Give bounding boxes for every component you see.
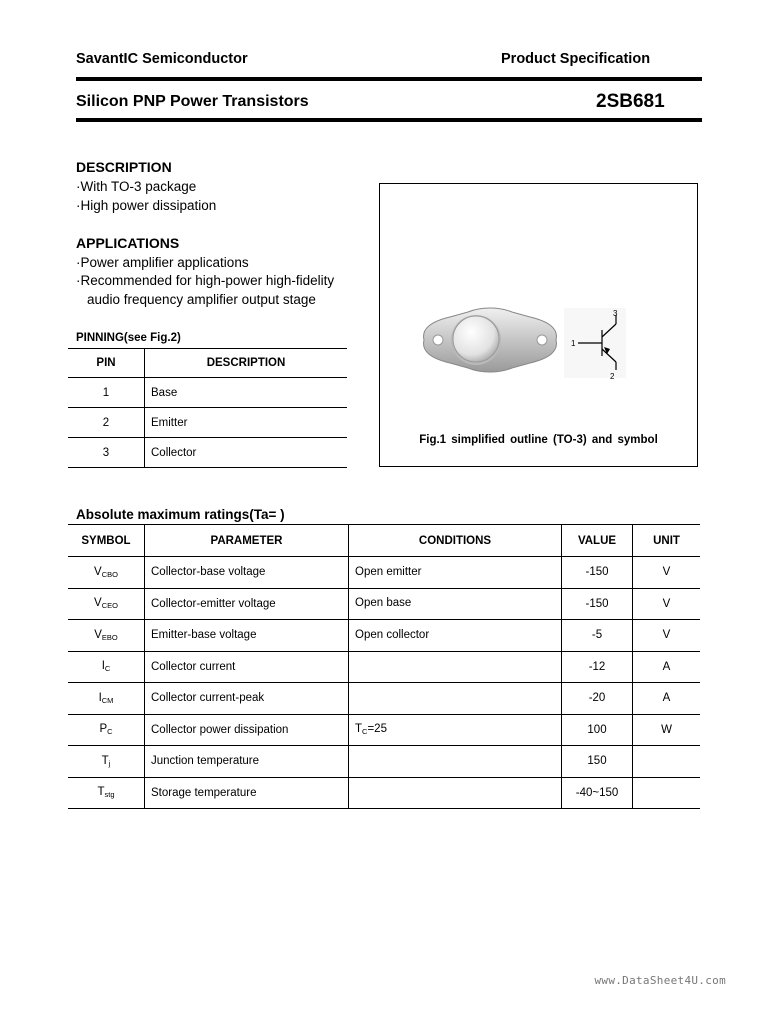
parameter-cell: Storage temperature <box>145 777 349 809</box>
unit-cell: V <box>633 557 701 589</box>
value-cell: -20 <box>562 683 633 715</box>
conditions-cell <box>349 777 562 809</box>
parameter-cell: Junction temperature <box>145 746 349 778</box>
pinning-header-row <box>68 349 347 378</box>
ratings-heading: Absolute maximum ratings(Ta= ) <box>76 507 285 522</box>
parameter-cell: Emitter-base voltage <box>145 620 349 652</box>
figure-box <box>379 183 698 467</box>
conditions-text: Open base <box>355 597 412 610</box>
symbol-subscript: stg <box>104 790 115 800</box>
symbol-letter: T <box>97 786 105 799</box>
pinning-heading: PINNING(see Fig.2) <box>76 332 181 344</box>
value-cell: -150 <box>562 557 633 589</box>
symbol-letter: T <box>101 754 109 767</box>
conditions-text: Open collector <box>355 628 430 641</box>
symbol-letter: V <box>94 628 102 641</box>
symbol-subscript: CBO <box>101 569 118 579</box>
table-row <box>68 557 700 589</box>
unit-cell: V <box>633 588 701 620</box>
conditions-cell <box>349 746 562 778</box>
part-number: 2SB681 <box>596 91 665 112</box>
conditions-cell <box>349 714 562 746</box>
table-row <box>68 408 347 438</box>
conditions-cell <box>349 557 562 589</box>
symbol-letter: I <box>98 691 102 704</box>
conditions-text: T <box>355 723 363 736</box>
table-row <box>68 714 700 746</box>
symbol-subscript: j <box>108 758 111 768</box>
table-row <box>68 683 700 715</box>
description-item: ·High power dissipation <box>76 198 217 213</box>
conditions-cell <box>349 683 562 715</box>
unit-column-header: UNIT <box>633 525 701 557</box>
symbol-letter: V <box>94 597 102 610</box>
table-row <box>68 651 700 683</box>
pinning-table <box>68 348 347 468</box>
value-cell: -12 <box>562 651 633 683</box>
header-rule-bottom <box>76 118 702 122</box>
table-row <box>68 620 700 652</box>
pin-description: Base <box>145 378 348 408</box>
applications-item: ·Recommended for high-power high-fidelity <box>76 273 335 288</box>
parameter-cell: Collector current <box>145 651 349 683</box>
symbol-cell <box>68 588 145 620</box>
ratings-header-row <box>68 525 700 557</box>
symbol-subscript: EBO <box>101 632 118 642</box>
pin-description: Collector <box>145 438 348 468</box>
symbol-cell <box>68 714 145 746</box>
pin-number: 3 <box>68 438 145 468</box>
unit-cell: W <box>633 714 701 746</box>
table-row <box>68 438 347 468</box>
applications-heading: APPLICATIONS <box>76 235 180 251</box>
value-cell: -5 <box>562 620 633 652</box>
symbol-letter: I <box>101 660 105 673</box>
table-row <box>68 588 700 620</box>
symbol-subscript: C <box>104 664 111 674</box>
ratings-table <box>68 524 700 809</box>
symbol-subscript: CM <box>101 695 114 705</box>
symbol-column-header: SYMBOL <box>68 525 145 557</box>
unit-cell: V <box>633 620 701 652</box>
description-item: ·With TO-3 package <box>76 179 197 194</box>
doc-type: Product Specification <box>501 51 651 67</box>
symbol-cell <box>68 746 145 778</box>
value-cell: 100 <box>562 714 633 746</box>
symbol-subscript: C <box>107 727 113 737</box>
parameter-column-header: PARAMETER <box>145 525 349 557</box>
parameter-cell: Collector power dissipation <box>145 714 349 746</box>
unit-cell <box>633 746 701 778</box>
header-rule-top <box>76 77 702 81</box>
unit-cell: A <box>633 651 701 683</box>
parameter-cell: Collector-emitter voltage <box>145 588 349 620</box>
symbol-label-emitter: 2 <box>610 372 615 381</box>
conditions-text: Open emitter <box>355 565 422 578</box>
table-row <box>68 746 700 778</box>
conditions-column-header: CONDITIONS <box>349 525 562 557</box>
unit-cell <box>633 777 701 809</box>
conditions-cell <box>349 588 562 620</box>
symbol-cell <box>68 683 145 715</box>
figure-caption: Fig.1 simplified outline (TO-3) and symbol <box>419 434 658 446</box>
applications-item: ·Power amplifier applications <box>76 255 249 270</box>
symbol-cell <box>68 557 145 589</box>
table-row <box>68 777 700 809</box>
conditions-cell <box>349 651 562 683</box>
parameter-cell: Collector-base voltage <box>145 557 349 589</box>
value-cell: 150 <box>562 746 633 778</box>
conditions-tail: =25 <box>367 723 387 736</box>
company-name: SavantIC Semiconductor <box>76 51 248 67</box>
symbol-cell <box>68 777 145 809</box>
symbol-label-base: 1 <box>571 339 576 348</box>
pin-number: 1 <box>68 378 145 408</box>
symbol-letter: P <box>99 723 108 736</box>
conditions-subscript: C <box>362 727 368 737</box>
unit-cell: A <box>633 683 701 715</box>
pin-column-header: PIN <box>68 349 145 378</box>
applications-item: audio frequency amplifier output stage <box>87 292 316 307</box>
pin-number: 2 <box>68 408 145 438</box>
symbol-letter: V <box>94 565 102 578</box>
to3-package-image <box>424 308 557 372</box>
value-cell: -40~150 <box>562 777 633 809</box>
description-heading: DESCRIPTION <box>76 159 172 175</box>
symbol-subscript: CEO <box>101 601 118 611</box>
symbol-cell <box>68 651 145 683</box>
figure-graphics <box>380 184 697 424</box>
watermark: www.DataSheet4U.com <box>594 974 726 987</box>
pin-description: Emitter <box>145 408 348 438</box>
table-row <box>68 378 347 408</box>
conditions-cell <box>349 620 562 652</box>
page-title: Silicon PNP Power Transistors <box>76 93 309 110</box>
symbol-label-collector: 3 <box>613 309 618 318</box>
parameter-cell: Collector current-peak <box>145 683 349 715</box>
value-cell: -150 <box>562 588 633 620</box>
symbol-cell <box>68 620 145 652</box>
description-column-header: DESCRIPTION <box>145 349 348 378</box>
value-column-header: VALUE <box>562 525 633 557</box>
